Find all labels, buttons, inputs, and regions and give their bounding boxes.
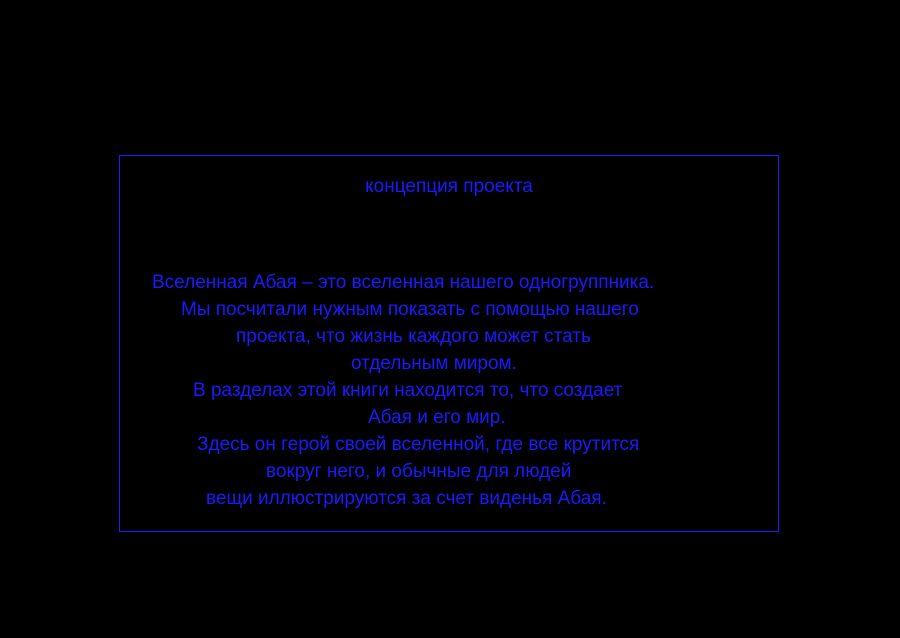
body-line-3: проекта, что жизнь каждого может стать: [236, 326, 591, 347]
body-line-4: отдельным миром.: [351, 353, 517, 374]
body-line-1: Вселенная Абая – это вселенная нашего одногруппника.: [152, 272, 655, 293]
body-line-6: Абая и его мир.: [368, 407, 506, 428]
body-line-9: вещи иллюстрируются за счет виденья Абая.: [206, 488, 607, 509]
body-line-7: Здесь он герой своей вселенной, где все крутится: [197, 434, 640, 455]
body-line-2: Мы посчитали нужным показать с помощью нашего: [181, 299, 639, 320]
body-line-5: В разделах этой книги находится то, что создает: [193, 380, 623, 401]
concept-title: концепция проекта: [365, 176, 533, 197]
body-line-8: вокруг него, и обычные для людей: [266, 461, 572, 482]
